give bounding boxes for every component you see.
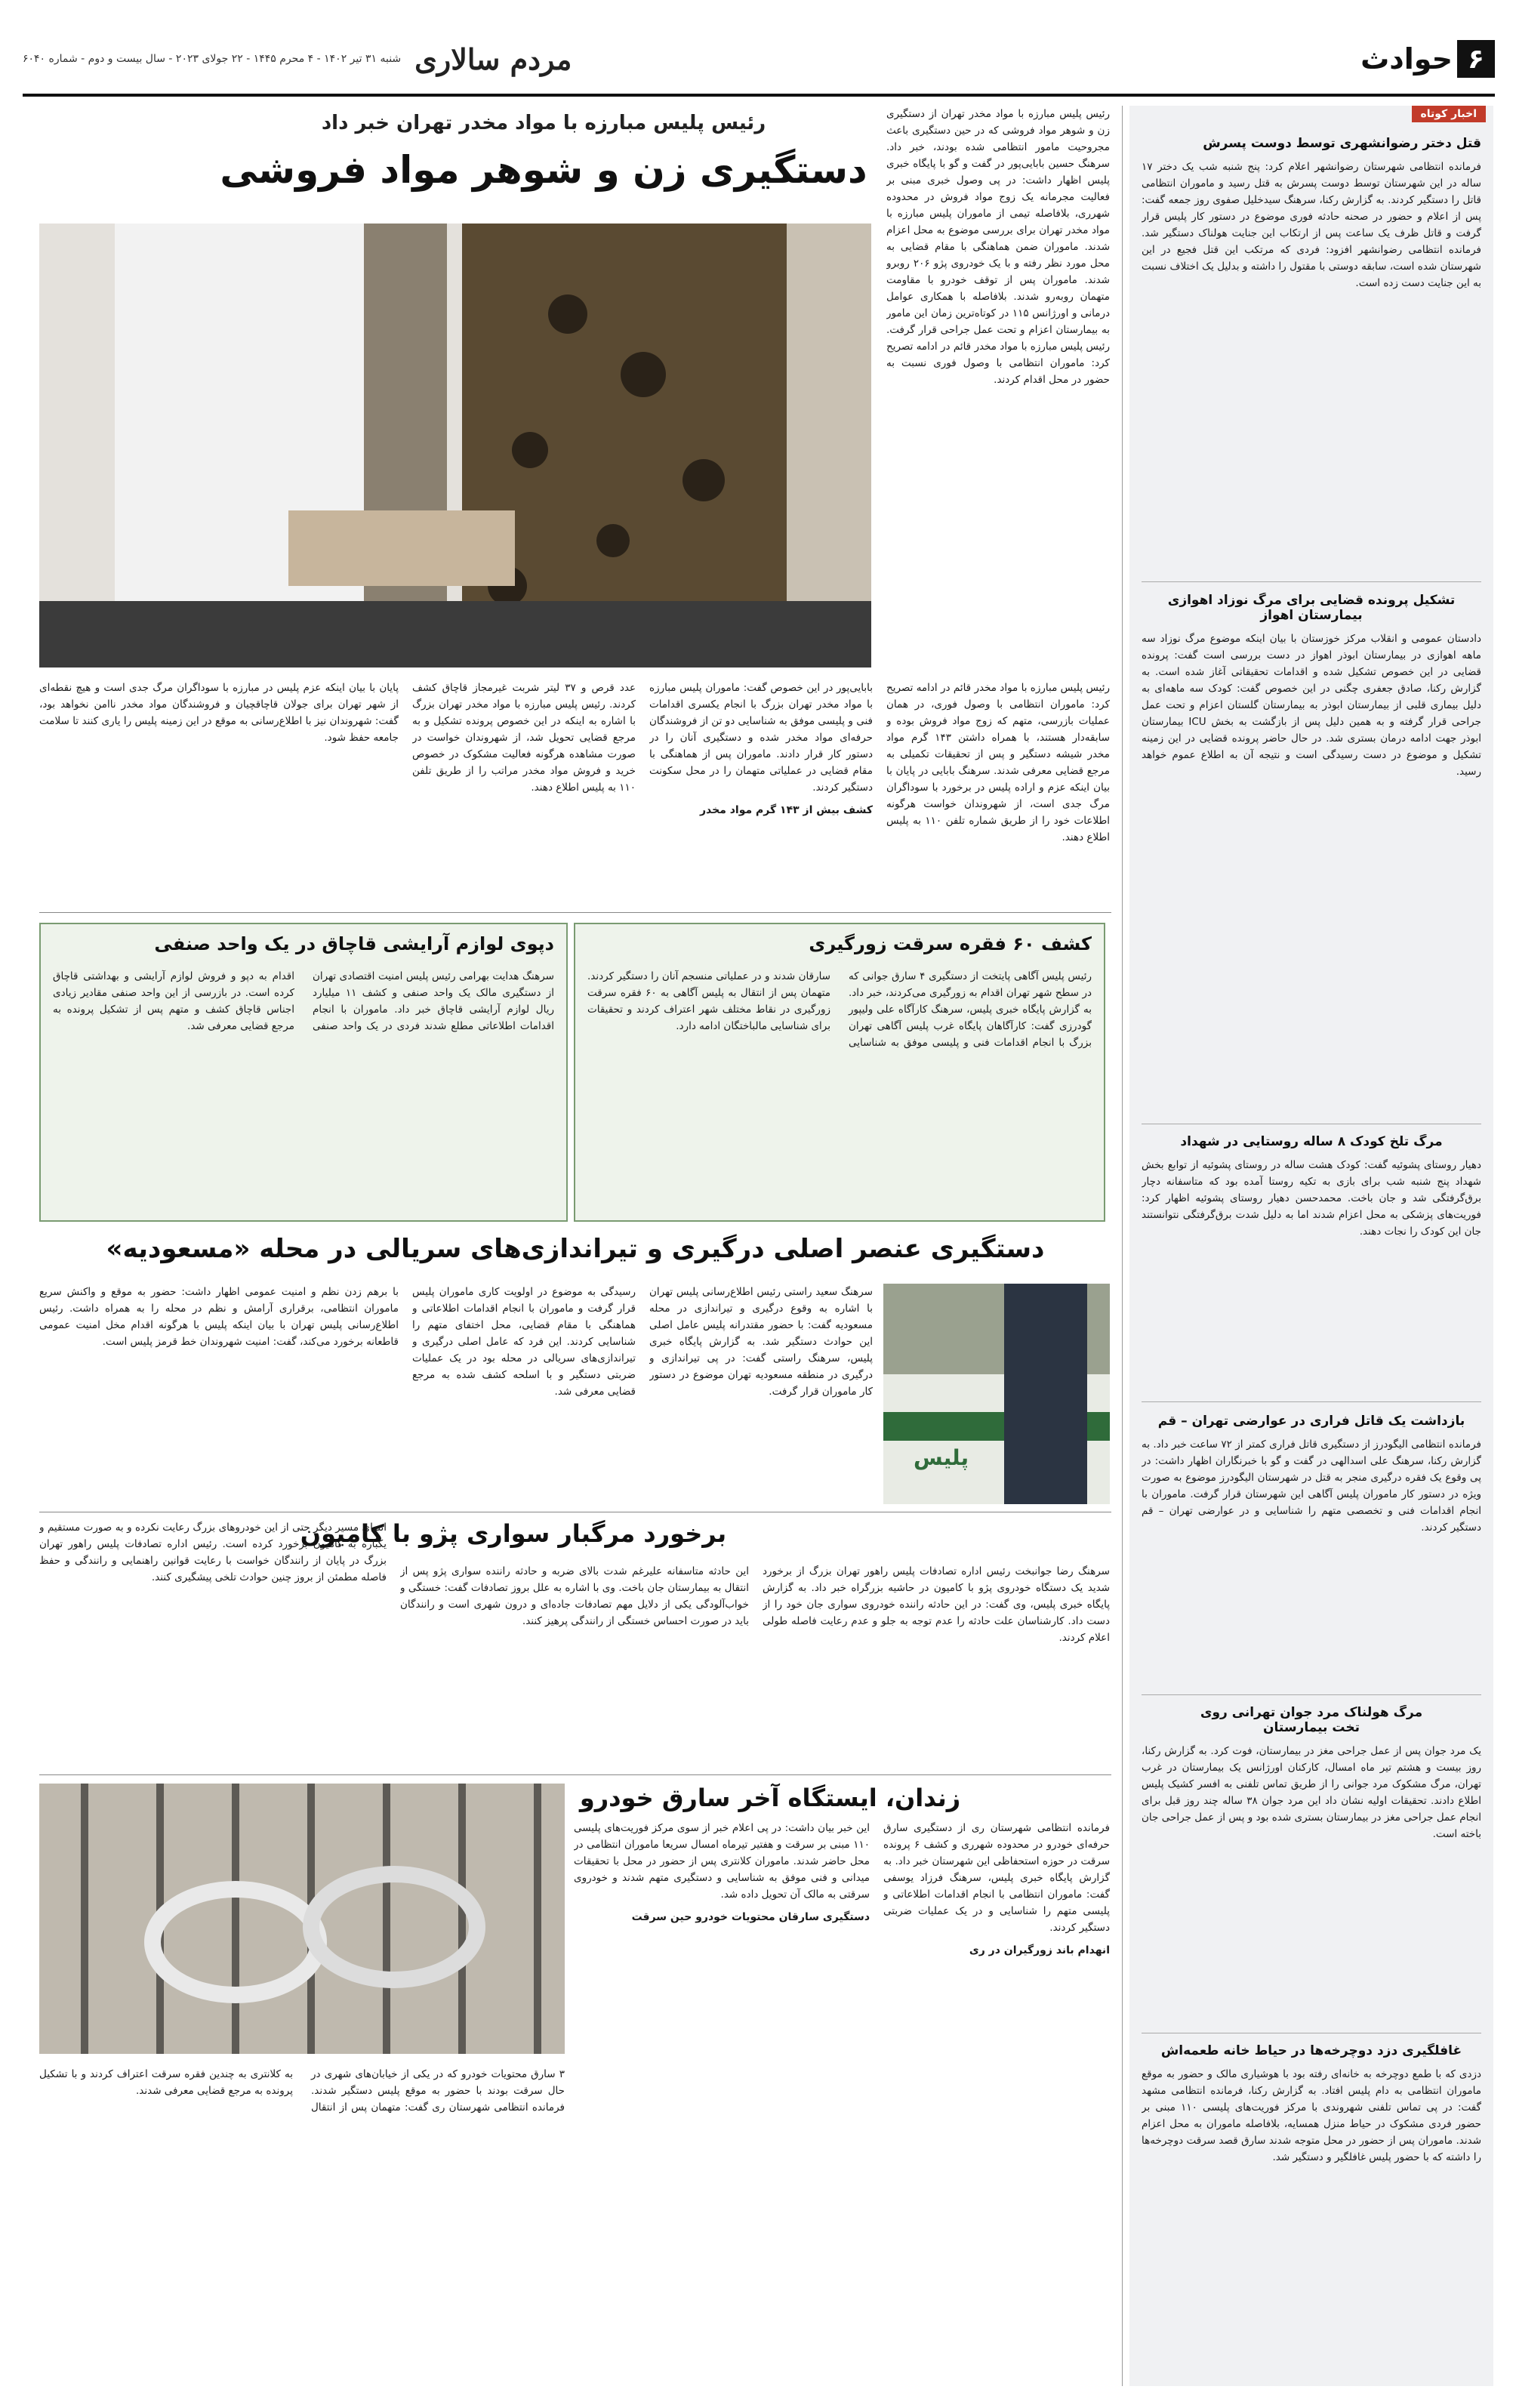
accident-col-3	[39, 1519, 387, 1767]
masoudieh-headline: دستگیری عنصر اصلی درگیری و تیراندازی‌های سریالی در محله «مسعودیه»	[106, 1234, 1045, 1264]
sidebar-article-6	[1142, 2043, 1481, 2376]
masoudieh-col-1	[649, 1284, 873, 1504]
section-badge	[1360, 39, 1495, 79]
page-number: ۶	[1457, 40, 1495, 78]
sidebar-article-body: فرمانده انتظامی الیگودرز از دستگیری قاتل فراری کمتر از ۷۲ ساعت خبر داد. به گزارش رکنا، سرهنگ علی اسدالهی در گفت و گو با خبرنگاران اظهار داشت: در پی وقوع یک فقره درگیری منجر به قتل در شهرستان الیگودرز موضوع به صورت ویژه در دستور کار ماموران پلیس آگاهی این شهرستان قرار گرفت. ماموران با انجام اقدامات فنی و تخصصی متهم را شناسایی و در عوارضی تهران – قم دستگیر کردند.	[1142, 1438, 1481, 1534]
lead-col-3-subhead: کشف بیش از ۱۴۳ گرم مواد مخدر	[699, 804, 873, 816]
robbery-box-headline: کشف ۶۰ فقره سرقت زورگیری	[809, 933, 1092, 954]
divider	[1142, 1694, 1481, 1695]
sidebar-article-body: فرمانده انتظامی شهرستان رضوانشهر اعلام کرد: پنج شنبه شب یک دختر ۱۷ ساله در این شهرستان توسط دوست پسرش به قتل رسید و ماموران انتظامی قاتل را دستگیر کردند. به گزارش رکنا، سرهنگ سیدخلیل صفوی روز جمعه گفت: پس از اعلام و حضور در صحنه حادثه فوری موضوع در دستور کار پلیس قرار گرفت و قاتل ظرف یک ساعت پس از ارتکاب این جنایت هولناک دستگیر شد. فرمانده انتظامی رضوانشهر افزود: فردی که مرتکب این قتل فجیع در این شهرستان شده است، سابقه دوستی با مقتول را داشته و بدلیل یک اختلاف نسبت به این جنایت دست زده است.	[1142, 161, 1481, 289]
masthead	[23, 29, 1495, 94]
divider	[1142, 1401, 1481, 1402]
sidebar-article-title: مرگ تلخ کودک ۸ ساله روستایی در شهداد	[1180, 1134, 1443, 1149]
sidebar-article-title: مرگ هولناک مرد جوان تهرانی روی تخت بیمارستان	[1200, 1705, 1423, 1735]
lead-col-4	[412, 680, 636, 906]
prison-col-2-text: این خبر بیان داشت: در پی اعلام خبر از سوی مرکز فوریت‌های پلیسی ۱۱۰ مبنی بر سرقت و هفتیر تیرماه امسال سریعا ماموران انتظامی در محل حاضر شدند. ماموران کلانتری پس از حضور در محل با تحقیقات میدانی و فنی موفق به شناسایی و دستگیری متهم شدند و خودروی سرقتی به مالک آن تحویل داده شد.	[574, 1822, 870, 1901]
sidebar-article-body: دزدی که با طمع دوچرخه به خانه‌ای رفته بود با هوشیاری مالک و حضور به موقع ماموران انتظامی به دام پلیس افتاد. به گزارش رکنا، فرمانده انتظامی مشهد گفت: در پی تماس تلفنی شهروندی با مرکز فوریت‌های پلیسی ۱۱۰ مبنی بر حضور فردی مشکوک در حیاط منزل همسایه، بلافاصله ماموران به محل اعزام شدند. ماموران پس از حضور در محل متوجه شدند سارق قصد سرقت دوچرخه‌ها را داشته که با حضور پلیس غافلگیر و دستگیر شد.	[1142, 2068, 1481, 2163]
masoudieh-col-3	[39, 1284, 399, 1504]
sidebar-article-title: تشکیل پرونده قضایی برای مرگ نوزاد اهوازی بیمارستان اهواز	[1167, 593, 1456, 623]
sidebar-article-4	[1142, 1414, 1481, 1685]
prison-headline: زندان، ایستگاه آخر سارق خودرو	[579, 1784, 961, 1812]
masoudieh-col-2	[412, 1284, 636, 1504]
sidebar-article-title: بازداشت یک قاتل فراری در عوارضی تهران – قم	[1157, 1414, 1465, 1429]
robbery-box-body: رئیس پلیس آگاهی پایتخت از دستگیری ۴ سارق جوانی که در سطح شهر تهران اقدام به زورگیری می‌کردند، خبر داد. به گزارش پایگاه خبری پلیس، سرهنگ کارآگاه علی ولیپور گودرزی گفت: کارآگاهان پایگاه غرب پلیس آگاهی تهران بزرگ با انجام اقدامات فنی و پلیسی موفق به شناسایی سارقان شدند و در عملیاتی منسجم آنان را دستگیر کردند. متهمان پس از انتقال به پلیس آگاهی به ۶۰ فقره سرقت زورگیری در نقاط مختلف شهر اعتراف کردند و تحقیقات برای شناسایی مالباختگان ادامه دارد.	[587, 970, 1092, 1049]
lead-col-3-text: بابایی‌پور در این خصوص گفت: ماموران پلیس مبارزه با مواد مخدر تهران بزرگ با انجام یکسری اقدامات فنی و پلیسی موفق به شناسایی دو تن از فروشندگان حرفه‌ای مواد مخدر شده و دستگیری آنان را در دستور کار قرار دادند. ماموران پس از هماهنگی با مقام قضایی در عملیاتی متهمان را در محل سکونت دستگیر کردند.	[649, 682, 873, 794]
sidebar-article-body: یک مرد جوان پس از عمل جراحی مغز در بیمارستان، فوت کرد. به گزارش رکنا، روز بیست و هشتم تیر ماه امسال، کارکنان اورژانس یک بیمارستان در غرب تهران، مرگ مشکوک مرد جوانی را از طریق تماس تلفنی به افسر کشیک پلیس اطلاع دادند. تحقیقات اولیه نشان داد این مرد جوان ۳۸ ساله چند روز قبل برای انجام عمل جراحی مغز در بیمارستان بستری شده بود و پس از عمل جراحی جان باخته است.	[1142, 1745, 1481, 1840]
lead-col-5	[39, 680, 399, 906]
masthead-rule	[23, 94, 1495, 97]
divider	[1142, 581, 1481, 582]
sidebar-article-3	[1142, 1134, 1481, 1391]
accident-col-1	[763, 1563, 1110, 1767]
masoudieh-photo-graphic	[883, 1284, 1110, 1504]
masoudieh-col-1-text: سرهنگ سعید راستی رئیس اطلاع‌رسانی پلیس تهران با اشاره به وقوع درگیری و تیراندازی در محله مسعودیه گفت: با حضور مقتدرانه پلیس عامل اصلی این حوادث دستگیر شد. به گزارش پایگاه خبری پلیس، سرهنگ راستی گفت: در پی تیراندازی و درگیری در منطقه مسعودیه تهران موضوع در دستور کار ماموران قرار گرفت.	[649, 1286, 873, 1398]
cosmetics-box	[39, 923, 568, 1222]
accident-headline: برخورد مرگبار سواری پژو با کامیون	[300, 1519, 727, 1548]
lead-photo-graphic	[39, 224, 871, 668]
lead-col-1-text: رئیس پلیس مبارزه با مواد مخدر تهران از دستگیری زن و شوهر مواد فروشی که در حین دستگیری باعث مجروحیت مامور انتظامی شده بودند، خبر داد. سرهنگ حسین بابایی‌پور در گفت و گو با پایگاه خبری پلیس اظهار داشت: در پی وصول خبری مبنی بر فعالیت مجرمانه یک زوج مواد فروش در محدوده شهرری، بلافاصله تیمی از ماموران پلیس مبارزه با مواد مخدر تهران برای بررسی موضوع به محل اعزام شدند. ماموران ضمن هماهنگی با مقام قضایی به محل مورد نظر رفته و با یک خودروی پژو ۲۰۶ روبرو شدند. ماموران پس از توقف خودرو با مقاومت متهمان روبه‌رو شدند. بلافاصله با همکاری عوامل درمانی و اورژانس ۱۱۵ در کوتاه‌ترین زمان این مامور به بیمارستان اعزام و تحت عمل جراحی قرار گرفت. رئیس پلیس مبارزه با مواد مخدر قائم در ادامه تصریح کرد: ماموران انتظامی با وصول فوری نسبت به حضور در محل اقدام کردند.	[886, 108, 1110, 386]
accident-col-3-text: انتهای مسیر دیگر حتی از این خودروهای بزرگ رعایت نکرده و به صورت مستقیم و یکباره به کامیون برخورد کرده است. رئیس اداره تصادفات پلیس راهور تهران بزرگ در پایان از رانندگان خواست با رعایت قوانین راهنمایی و رانندگی و حفظ فاصله مطمئن از بروز چنین حوادث تلخی پیشگیری کنند.	[39, 1522, 387, 1583]
lead-col-5-text: پایان با بیان اینکه عزم پلیس در مبارزه با سوداگران مرگ جدی است و هیچ نقطه‌ای از شهر تهران برای جولان قاچاقچیان و فروشندگان مواد مخدر ناامن نخواهد بود، گفت: شهروندان نیز با اطلاع‌رسانی به موقع در این زمینه پلیس را یاری کنند تا سلامت جامعه حفظ شود.	[39, 682, 399, 744]
accident-col-2-text: این حادثه متاسفانه علیرغم شدت بالای ضربه و حادثه راننده سواری پژو پس از انتقال به بیمارستان جان باخت. وی با اشاره به علل بروز تصادفات گفت: خستگی و خواب‌آلودگی یکی از دلایل مهم تصادفات جاده‌ای و درون شهری است و رانندگان باید در صورت احساس خستگی از رانندگی پرهیز کنند.	[400, 1565, 749, 1627]
masoudieh-photo	[883, 1284, 1110, 1504]
lead-col-2	[886, 680, 1110, 906]
sidebar-article-body: دهیار روستای پشوئیه گفت: کودک هشت ساله در روستای پشوئیه از توابع بخش شهداد پنج شنبه شب برای بازی به تکیه روستا آمده بود که متاسفانه دچار برق‌گرفتگی شد و جان باخت. محمدحسن دهیار روستای پشوئیه اظهار کرد: فوریت‌های پزشکی به محل اعزام شدند اما به دلیل شدت برق‌گرفتگی نتوانستند جان این کودک را نجات دهند.	[1142, 1159, 1481, 1238]
robbery-box	[574, 923, 1105, 1222]
sidebar-article-title: قتل دختر رضوانشهری توسط دوست پسرش	[1203, 136, 1481, 151]
accident-col-1-text: سرهنگ رضا جوانبخت رئیس اداره تصادفات پلیس راهور تهران بزرگ از برخورد شدید یک دستگاه خودروی پژو با کامیون در حاشیه بزرگراه خبر داد. به گزارش پایگاه خبری پلیس، وی گفت: در این حادثه راننده خودروی سواری جان خود را از دست داد. کارشناسان علت حادثه را عدم توجه به جلو و عدم رعایت فاصله طولی اعلام کردند.	[763, 1565, 1110, 1644]
lead-headline: دستگیری زن و شوهر مواد فروشی	[220, 148, 867, 192]
sidebar-article-body: دادستان عمومی و انقلاب مرکز خوزستان با بیان اینکه موضوع مرگ نوزاد سه ماهه اهوازی در بیمارستان ابوذر اهواز در دست بررسی است گفت: پرونده قضایی در این خصوص تشکیل شده و اقدامات تحقیقاتی آغاز شده است. به گزارش رکنا، صادق جعفری چگنی در این خصوص گفت: کودک سه ماهه‌ای به دلیل بیماری قلبی از بیمارستان ابوذر به بیمارستان گلستان اعزام و تحت عمل جراحی قرار گرفته و به همین دلیل پس از بازگشت به بخش ICU بیمارستان ابوذر جهت ادامه درمان بستری شد. در حال حاضر پرونده قضایی در این زمینه تشکیل و موضوع در دست رسیدگی است و نتیجه آن به اطلاع عموم خواهد رسید.	[1142, 633, 1481, 778]
divider	[39, 1774, 1111, 1775]
prison-col-2	[574, 1820, 870, 2379]
prison-photo-graphic	[39, 1784, 565, 2054]
lead-col-1	[886, 106, 1110, 668]
cosmetics-box-headline: دپوی لوازم آرایشی قاچاق در یک واحد صنفی	[154, 933, 554, 954]
sidebar	[1129, 106, 1493, 2386]
masoudieh-col-3-text: با برهم زدن نظم و امنیت عمومی اظهار داشت: حضور به موقع و واکنش سریع ماموران انتظامی، برقراری آرامش و نظم در محله را به همراه داشت. رئیس اطلاع‌رسانی پلیس تهران با بیان اینکه پلیس با هرگونه اقدام مخل امنیت عمومی قاطعانه برخورد می‌کند، گفت: امنیت شهروندان خط قرمز پلیس است.	[39, 1286, 399, 1348]
lead-kicker: رئیس پلیس مبارزه با مواد مخدر تهران خبر داد	[321, 112, 766, 134]
sidebar-article-5	[1142, 1705, 1481, 2022]
prison-col-3-text: ۳ سارق محتویات خودرو که در یکی از خیابان‌های شهری در حال سرقت بودند با حضور به موقع پلیس دستگیر شدند. فرمانده انتظامی شهرستان ری گفت: متهمان پس از انتقال به کلانتری به چندین فقره سرقت اعتراف کردند و با تشکیل پرونده به مرجع قضایی معرفی شدند.	[39, 2068, 565, 2114]
masoudieh-col-2-text: رسیدگی به موضوع در اولویت کاری ماموران پلیس قرار گرفت و ماموران با انجام اقدامات اطلاعاتی و هماهنگی با مقام قضایی، محل اختفای متهم را شناسایی کردند. این فرد که عامل اصلی درگیری و تیراندازی‌های سریالی در محله بود در یک عملیات ضربتی دستگیر و با اسلحه کشف شده به مرجع قضایی معرفی شد.	[412, 1286, 636, 1398]
logo-text: مردم سالاری	[414, 42, 572, 76]
section-title: حوادث	[1360, 42, 1453, 76]
lead-col-3	[649, 680, 873, 906]
prison-col-2-subhead: دستگیری سارقان محتویات خودرو حین سرقت	[631, 1911, 870, 1923]
prison-col-3	[39, 2066, 565, 2379]
divider	[1122, 106, 1123, 2386]
prison-col-1-text: فرمانده انتظامی شهرستان ری از دستگیری سارق حرفه‌ای خودرو در محدوده شهرری و کشف ۶ پرونده سرقت در حوزه استحفاظی این شهرستان خبر داد. به گزارش پایگاه خبری پلیس، سرهنگ فرزاد یوسفی گفت: ماموران انتظامی با انجام اقدامات اطلاعاتی و پلیسی متهم را شناسایی و در یک عملیات ضربتی دستگیر کردند.	[883, 1822, 1110, 1934]
sidebar-article-2	[1142, 593, 1481, 1114]
sidebar-label: اخبار کوتاه	[1412, 106, 1487, 122]
cosmetics-box-body: سرهنگ هدایت بهرامی رئیس پلیس امنیت اقتصادی تهران از دستگیری مالک یک واحد صنفی و کشف ۱۱ میلیارد ریال لوازم آرایشی قاچاق خبر داد. ماموران با انجام اقدامات اطلاعاتی مطلع شدند فردی در یک واحد صنفی اقدام به دپو و فروش لوازم آرایشی و بهداشتی قاچاق کرده است. در بازرسی از این واحد صنفی مقادیر زیادی اجناس قاچاق کشف و متهم پس از تشکیل پرونده به مرجع قضایی معرفی شد.	[53, 970, 554, 1032]
lead-col-4-text: عدد قرص و ۳۷ لیتر شربت غیرمجاز قاچاق کشف کردند. رئیس پلیس مبارزه با مواد مخدر تهران بزرگ با اشاره به اینکه در این خصوص پرونده تشکیل و به مرجع قضایی تحویل شد، از شهروندان خواست در صورت مشاهده هرگونه فعالیت مشکوک در خصوص خرید و فروش مواد مخدر مراتب را از طریق تلفن ۱۱۰ به پلیس اطلاع دهند.	[412, 682, 636, 794]
sidebar-article-title: غافلگیری دزد دوچرخه‌ها در حیاط خانه طعمه‌اش	[1160, 2043, 1462, 2058]
divider	[39, 912, 1111, 913]
accident-col-2	[400, 1563, 749, 1767]
prison-photo	[39, 1784, 565, 2054]
date-line: شنبه ۳۱ تیر ۱۴۰۲ - ۴ محرم ۱۴۴۵ - ۲۲ جولای ۲۰۲۳ - سال بیست و دوم - شماره ۶۰۴۰	[23, 53, 402, 65]
lead-col-2-text: رئیس پلیس مبارزه با مواد مخدر قائم در ادامه تصریح کرد: ماموران انتظامی با وصول فوری، در همان عملیات بازرسی، متهم که زوج مواد فروش بوده و سابقه‌دار هستند، با همراه داشتن ۱۴۳ گرم مواد مخدر شیشه دستگیر و پس از تحقیقات تکمیلی به مرجع قضایی معرفی شدند. سرهنگ بابایی در پایان با بیان اینکه عزم و اراده پلیس در برخورد با سوداگران مرگ جدی است، از شهروندان خواست هرگونه اطلاعات خود را از طریق شماره تلفن ۱۱۰ به پلیس اطلاع دهند.	[886, 682, 1110, 843]
prison-col-1-subhead: انهدام باند زورگیران در ری	[969, 1944, 1110, 1956]
masoudieh-photo-text: پلیس	[914, 1445, 969, 1470]
logo	[23, 39, 572, 79]
prison-col-1	[883, 1820, 1110, 2379]
sidebar-article-1	[1142, 136, 1481, 574]
lead-photo	[39, 224, 871, 668]
